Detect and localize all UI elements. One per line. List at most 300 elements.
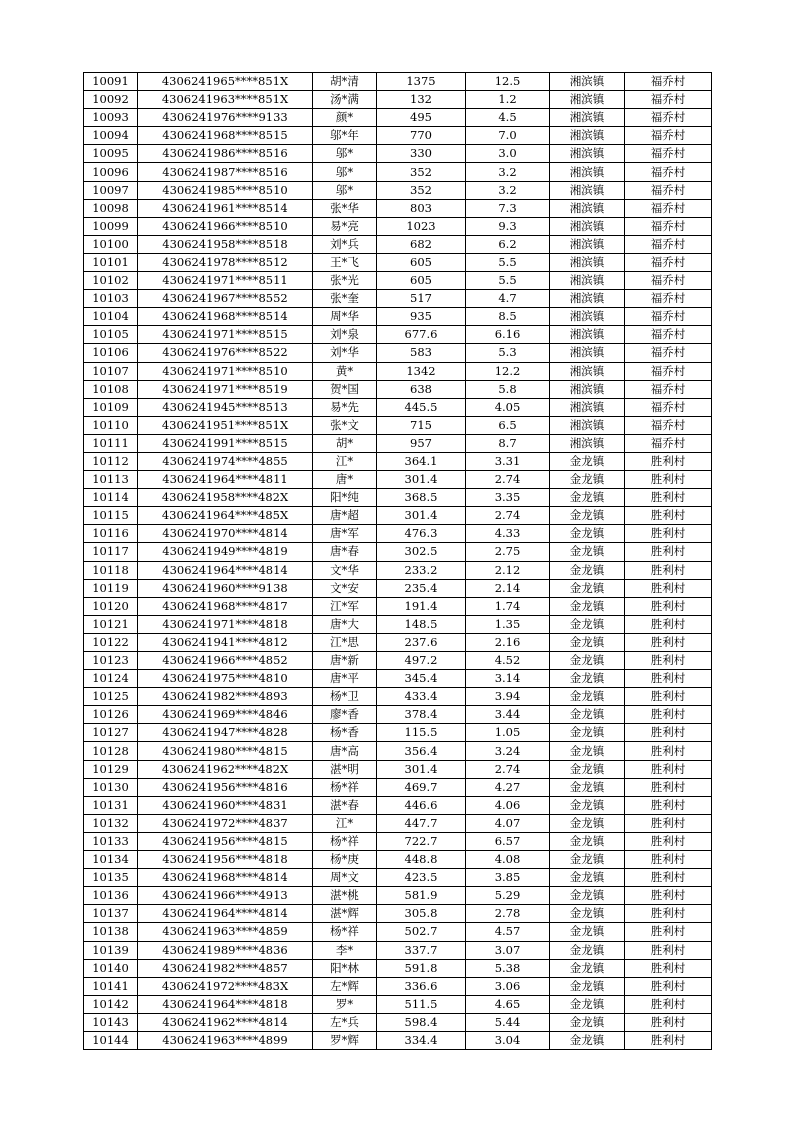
cell-amount: 722.7 <box>377 832 466 850</box>
cell-town: 湘滨镇 <box>550 362 625 380</box>
table-row <box>84 1031 712 1049</box>
table-row <box>84 905 712 923</box>
cell-serial-number: 10114 <box>84 489 138 507</box>
cell-name: 邬* <box>313 145 377 163</box>
cell-name: 左*兵 <box>313 1013 377 1031</box>
cell-town: 金龙镇 <box>550 869 625 887</box>
cell-amount: 235.4 <box>377 579 466 597</box>
table-row <box>84 398 712 416</box>
cell-serial-number: 10117 <box>84 543 138 561</box>
table-row <box>84 127 712 145</box>
cell-amount: 495 <box>377 109 466 127</box>
cell-id-number: 4306241976****9133 <box>138 109 313 127</box>
cell-value: 4.05 <box>466 398 550 416</box>
cell-amount: 237.6 <box>377 633 466 651</box>
cell-village: 胜利村 <box>625 543 712 561</box>
cell-id-number: 4306241971****8519 <box>138 380 313 398</box>
table-row <box>84 525 712 543</box>
cell-village: 福乔村 <box>625 416 712 434</box>
cell-village: 胜利村 <box>625 905 712 923</box>
cell-name: 易*先 <box>313 398 377 416</box>
cell-name: 唐*春 <box>313 543 377 561</box>
cell-name: 杨*祥 <box>313 778 377 796</box>
table-row <box>84 796 712 814</box>
cell-name: 杨*祥 <box>313 923 377 941</box>
cell-town: 金龙镇 <box>550 851 625 869</box>
cell-name: 邬* <box>313 163 377 181</box>
cell-value: 5.3 <box>466 344 550 362</box>
cell-id-number: 4306241969****4846 <box>138 706 313 724</box>
cell-value: 3.04 <box>466 1031 550 1049</box>
cell-id-number: 4306241971****4818 <box>138 615 313 633</box>
cell-serial-number: 10119 <box>84 579 138 597</box>
cell-village: 福乔村 <box>625 362 712 380</box>
cell-value: 3.07 <box>466 941 550 959</box>
cell-value: 4.06 <box>466 796 550 814</box>
cell-amount: 583 <box>377 344 466 362</box>
cell-amount: 497.2 <box>377 652 466 670</box>
cell-value: 3.0 <box>466 145 550 163</box>
cell-value: 8.7 <box>466 434 550 452</box>
cell-id-number: 4306241945****8513 <box>138 398 313 416</box>
cell-amount: 957 <box>377 434 466 452</box>
cell-value: 3.2 <box>466 181 550 199</box>
table-row <box>84 995 712 1013</box>
cell-value: 5.38 <box>466 959 550 977</box>
table-row <box>84 235 712 253</box>
cell-serial-number: 10098 <box>84 199 138 217</box>
cell-value: 3.24 <box>466 742 550 760</box>
cell-name: 杨*卫 <box>313 688 377 706</box>
cell-amount: 476.3 <box>377 525 466 543</box>
cell-town: 金龙镇 <box>550 923 625 941</box>
cell-id-number: 4306241958****482X <box>138 489 313 507</box>
cell-name: 罗* <box>313 995 377 1013</box>
cell-value: 3.2 <box>466 163 550 181</box>
cell-amount: 433.4 <box>377 688 466 706</box>
cell-village: 胜利村 <box>625 995 712 1013</box>
cell-id-number: 4306241960****4831 <box>138 796 313 814</box>
cell-id-number: 4306241967****8552 <box>138 290 313 308</box>
table-row <box>84 778 712 796</box>
cell-amount: 337.7 <box>377 941 466 959</box>
table-body <box>84 73 712 1050</box>
cell-serial-number: 10099 <box>84 217 138 235</box>
cell-id-number: 4306241987****8516 <box>138 163 313 181</box>
cell-village: 福乔村 <box>625 127 712 145</box>
table-row <box>84 760 712 778</box>
cell-name: 邬* <box>313 181 377 199</box>
cell-name: 江*军 <box>313 597 377 615</box>
cell-id-number: 4306241963****851X <box>138 91 313 109</box>
cell-serial-number: 10142 <box>84 995 138 1013</box>
cell-town: 金龙镇 <box>550 887 625 905</box>
cell-value: 1.05 <box>466 724 550 742</box>
cell-amount: 605 <box>377 253 466 271</box>
table-row <box>84 253 712 271</box>
cell-id-number: 4306241961****8514 <box>138 199 313 217</box>
cell-id-number: 4306241971****8510 <box>138 362 313 380</box>
cell-village: 胜利村 <box>625 941 712 959</box>
cell-serial-number: 10104 <box>84 308 138 326</box>
cell-id-number: 4306241951****851X <box>138 416 313 434</box>
cell-name: 刘*泉 <box>313 326 377 344</box>
cell-value: 4.27 <box>466 778 550 796</box>
table-row <box>84 380 712 398</box>
cell-town: 湘滨镇 <box>550 416 625 434</box>
cell-amount: 423.5 <box>377 869 466 887</box>
cell-amount: 770 <box>377 127 466 145</box>
cell-value: 7.3 <box>466 199 550 217</box>
table-row <box>84 851 712 869</box>
cell-serial-number: 10101 <box>84 253 138 271</box>
cell-serial-number: 10121 <box>84 615 138 633</box>
cell-value: 3.31 <box>466 452 550 470</box>
cell-value: 3.35 <box>466 489 550 507</box>
cell-value: 1.74 <box>466 597 550 615</box>
cell-amount: 445.5 <box>377 398 466 416</box>
cell-value: 2.74 <box>466 760 550 778</box>
cell-id-number: 4306241974****4855 <box>138 452 313 470</box>
cell-serial-number: 10139 <box>84 941 138 959</box>
cell-value: 3.06 <box>466 977 550 995</box>
cell-village: 胜利村 <box>625 778 712 796</box>
cell-serial-number: 10129 <box>84 760 138 778</box>
cell-value: 2.78 <box>466 905 550 923</box>
cell-amount: 301.4 <box>377 760 466 778</box>
cell-serial-number: 10094 <box>84 127 138 145</box>
cell-amount: 233.2 <box>377 561 466 579</box>
cell-amount: 1023 <box>377 217 466 235</box>
cell-id-number: 4306241964****4814 <box>138 561 313 579</box>
cell-serial-number: 10108 <box>84 380 138 398</box>
cell-id-number: 4306241991****8515 <box>138 434 313 452</box>
cell-id-number: 4306241960****9138 <box>138 579 313 597</box>
cell-name: 颜* <box>313 109 377 127</box>
cell-name: 周*文 <box>313 869 377 887</box>
cell-amount: 301.4 <box>377 471 466 489</box>
cell-name: 杨*香 <box>313 724 377 742</box>
cell-town: 湘滨镇 <box>550 272 625 290</box>
cell-town: 湘滨镇 <box>550 308 625 326</box>
cell-name: 唐*超 <box>313 507 377 525</box>
cell-amount: 148.5 <box>377 615 466 633</box>
cell-name: 罗*辉 <box>313 1031 377 1049</box>
cell-id-number: 4306241966****4913 <box>138 887 313 905</box>
cell-id-number: 4306241989****4836 <box>138 941 313 959</box>
cell-id-number: 4306241956****4815 <box>138 832 313 850</box>
cell-name: 汤*满 <box>313 91 377 109</box>
cell-village: 胜利村 <box>625 742 712 760</box>
cell-village: 胜利村 <box>625 724 712 742</box>
cell-value: 1.35 <box>466 615 550 633</box>
table-row <box>84 652 712 670</box>
cell-serial-number: 10138 <box>84 923 138 941</box>
cell-id-number: 4306241970****4814 <box>138 525 313 543</box>
cell-name: 李* <box>313 941 377 959</box>
cell-town: 金龙镇 <box>550 652 625 670</box>
cell-village: 福乔村 <box>625 344 712 362</box>
cell-amount: 301.4 <box>377 507 466 525</box>
table-row <box>84 199 712 217</box>
cell-town: 湘滨镇 <box>550 73 625 91</box>
cell-town: 金龙镇 <box>550 760 625 778</box>
table-row <box>84 217 712 235</box>
cell-town: 金龙镇 <box>550 959 625 977</box>
cell-name: 刘*兵 <box>313 235 377 253</box>
cell-amount: 1375 <box>377 73 466 91</box>
cell-amount: 591.8 <box>377 959 466 977</box>
cell-amount: 682 <box>377 235 466 253</box>
cell-village: 胜利村 <box>625 579 712 597</box>
cell-value: 6.5 <box>466 416 550 434</box>
cell-id-number: 4306241968****8514 <box>138 308 313 326</box>
table-row <box>84 489 712 507</box>
cell-town: 金龙镇 <box>550 778 625 796</box>
cell-serial-number: 10125 <box>84 688 138 706</box>
cell-village: 胜利村 <box>625 977 712 995</box>
cell-id-number: 4306241972****4837 <box>138 814 313 832</box>
cell-id-number: 4306241964****4818 <box>138 995 313 1013</box>
cell-serial-number: 10100 <box>84 235 138 253</box>
cell-town: 湘滨镇 <box>550 181 625 199</box>
cell-village: 福乔村 <box>625 326 712 344</box>
cell-serial-number: 10113 <box>84 471 138 489</box>
cell-village: 胜利村 <box>625 887 712 905</box>
cell-value: 2.74 <box>466 471 550 489</box>
cell-village: 胜利村 <box>625 670 712 688</box>
cell-village: 福乔村 <box>625 253 712 271</box>
cell-id-number: 4306241976****8522 <box>138 344 313 362</box>
cell-amount: 935 <box>377 308 466 326</box>
table-row <box>84 344 712 362</box>
cell-amount: 191.4 <box>377 597 466 615</box>
cell-value: 2.16 <box>466 633 550 651</box>
cell-town: 金龙镇 <box>550 941 625 959</box>
cell-town: 湘滨镇 <box>550 326 625 344</box>
cell-id-number: 4306241956****4818 <box>138 851 313 869</box>
table-row <box>84 163 712 181</box>
cell-value: 2.75 <box>466 543 550 561</box>
cell-name: 唐* <box>313 471 377 489</box>
cell-value: 6.57 <box>466 832 550 850</box>
cell-town: 金龙镇 <box>550 633 625 651</box>
cell-name: 杨*庚 <box>313 851 377 869</box>
cell-value: 7.0 <box>466 127 550 145</box>
cell-village: 胜利村 <box>625 832 712 850</box>
table-row <box>84 579 712 597</box>
cell-village: 福乔村 <box>625 272 712 290</box>
cell-name: 邬*年 <box>313 127 377 145</box>
cell-town: 湘滨镇 <box>550 434 625 452</box>
cell-amount: 132 <box>377 91 466 109</box>
cell-value: 4.07 <box>466 814 550 832</box>
cell-value: 12.5 <box>466 73 550 91</box>
cell-village: 胜利村 <box>625 652 712 670</box>
cell-amount: 378.4 <box>377 706 466 724</box>
table-row <box>84 977 712 995</box>
cell-serial-number: 10143 <box>84 1013 138 1031</box>
cell-id-number: 4306241965****851X <box>138 73 313 91</box>
cell-serial-number: 10133 <box>84 832 138 850</box>
cell-value: 4.65 <box>466 995 550 1013</box>
cell-name: 胡* <box>313 434 377 452</box>
cell-value: 3.85 <box>466 869 550 887</box>
cell-village: 福乔村 <box>625 290 712 308</box>
cell-amount: 677.6 <box>377 326 466 344</box>
table-row <box>84 73 712 91</box>
cell-amount: 368.5 <box>377 489 466 507</box>
cell-serial-number: 10124 <box>84 670 138 688</box>
table-row <box>84 272 712 290</box>
cell-serial-number: 10095 <box>84 145 138 163</box>
table-row <box>84 814 712 832</box>
cell-town: 金龙镇 <box>550 977 625 995</box>
cell-name: 杨*祥 <box>313 832 377 850</box>
cell-id-number: 4306241964****4811 <box>138 471 313 489</box>
cell-id-number: 4306241962****4814 <box>138 1013 313 1031</box>
cell-serial-number: 10107 <box>84 362 138 380</box>
cell-village: 福乔村 <box>625 109 712 127</box>
cell-amount: 447.7 <box>377 814 466 832</box>
cell-id-number: 4306241978****8512 <box>138 253 313 271</box>
cell-village: 胜利村 <box>625 869 712 887</box>
cell-town: 金龙镇 <box>550 814 625 832</box>
cell-town: 金龙镇 <box>550 832 625 850</box>
cell-town: 湘滨镇 <box>550 217 625 235</box>
cell-serial-number: 10105 <box>84 326 138 344</box>
cell-name: 阳*林 <box>313 959 377 977</box>
cell-town: 金龙镇 <box>550 688 625 706</box>
cell-amount: 469.7 <box>377 778 466 796</box>
cell-serial-number: 10102 <box>84 272 138 290</box>
cell-id-number: 4306241980****4815 <box>138 742 313 760</box>
cell-town: 湘滨镇 <box>550 127 625 145</box>
cell-village: 福乔村 <box>625 181 712 199</box>
table-row <box>84 959 712 977</box>
table-row <box>84 181 712 199</box>
cell-amount: 511.5 <box>377 995 466 1013</box>
cell-id-number: 4306241966****8510 <box>138 217 313 235</box>
table-row <box>84 362 712 380</box>
cell-village: 胜利村 <box>625 688 712 706</box>
cell-id-number: 4306241963****4899 <box>138 1031 313 1049</box>
cell-value: 5.29 <box>466 887 550 905</box>
cell-serial-number: 10103 <box>84 290 138 308</box>
cell-town: 金龙镇 <box>550 1013 625 1031</box>
cell-serial-number: 10130 <box>84 778 138 796</box>
cell-village: 胜利村 <box>625 471 712 489</box>
table-row <box>84 869 712 887</box>
cell-village: 胜利村 <box>625 796 712 814</box>
cell-village: 胜利村 <box>625 452 712 470</box>
cell-value: 4.08 <box>466 851 550 869</box>
cell-id-number: 4306241968****4814 <box>138 869 313 887</box>
cell-serial-number: 10131 <box>84 796 138 814</box>
cell-amount: 356.4 <box>377 742 466 760</box>
cell-serial-number: 10096 <box>84 163 138 181</box>
cell-name: 湛*明 <box>313 760 377 778</box>
cell-name: 江* <box>313 452 377 470</box>
cell-serial-number: 10093 <box>84 109 138 127</box>
cell-village: 胜利村 <box>625 814 712 832</box>
cell-town: 金龙镇 <box>550 905 625 923</box>
cell-name: 湛*春 <box>313 796 377 814</box>
cell-serial-number: 10092 <box>84 91 138 109</box>
cell-town: 金龙镇 <box>550 525 625 543</box>
cell-id-number: 4306241968****8515 <box>138 127 313 145</box>
table-row <box>84 633 712 651</box>
cell-town: 金龙镇 <box>550 724 625 742</box>
cell-town: 金龙镇 <box>550 489 625 507</box>
cell-amount: 345.4 <box>377 670 466 688</box>
cell-town: 湘滨镇 <box>550 91 625 109</box>
cell-town: 湘滨镇 <box>550 290 625 308</box>
cell-town: 湘滨镇 <box>550 235 625 253</box>
cell-amount: 803 <box>377 199 466 217</box>
cell-amount: 352 <box>377 163 466 181</box>
table-row <box>84 670 712 688</box>
table-row <box>84 434 712 452</box>
cell-value: 9.3 <box>466 217 550 235</box>
cell-id-number: 4306241962****482X <box>138 760 313 778</box>
cell-village: 胜利村 <box>625 1031 712 1049</box>
cell-village: 福乔村 <box>625 235 712 253</box>
cell-serial-number: 10115 <box>84 507 138 525</box>
cell-name: 湛*桃 <box>313 887 377 905</box>
cell-village: 胜利村 <box>625 706 712 724</box>
cell-value: 5.44 <box>466 1013 550 1031</box>
cell-serial-number: 10127 <box>84 724 138 742</box>
cell-name: 张*奎 <box>313 290 377 308</box>
cell-amount: 446.6 <box>377 796 466 814</box>
cell-serial-number: 10128 <box>84 742 138 760</box>
cell-village: 福乔村 <box>625 199 712 217</box>
cell-value: 5.5 <box>466 272 550 290</box>
cell-id-number: 4306241986****8516 <box>138 145 313 163</box>
cell-id-number: 4306241963****4859 <box>138 923 313 941</box>
table-row <box>84 471 712 489</box>
cell-name: 湛*辉 <box>313 905 377 923</box>
cell-amount: 330 <box>377 145 466 163</box>
cell-village: 胜利村 <box>625 959 712 977</box>
cell-name: 文*华 <box>313 561 377 579</box>
cell-town: 湘滨镇 <box>550 199 625 217</box>
cell-serial-number: 10118 <box>84 561 138 579</box>
cell-village: 福乔村 <box>625 380 712 398</box>
cell-id-number: 4306241982****4893 <box>138 688 313 706</box>
cell-serial-number: 10132 <box>84 814 138 832</box>
cell-id-number: 4306241971****8515 <box>138 326 313 344</box>
cell-value: 4.5 <box>466 109 550 127</box>
cell-village: 胜利村 <box>625 597 712 615</box>
cell-id-number: 4306241985****8510 <box>138 181 313 199</box>
cell-village: 福乔村 <box>625 73 712 91</box>
cell-serial-number: 10123 <box>84 652 138 670</box>
cell-amount: 638 <box>377 380 466 398</box>
cell-village: 胜利村 <box>625 615 712 633</box>
cell-serial-number: 10110 <box>84 416 138 434</box>
cell-village: 福乔村 <box>625 91 712 109</box>
cell-serial-number: 10137 <box>84 905 138 923</box>
cell-name: 唐*大 <box>313 615 377 633</box>
cell-id-number: 4306241964****4814 <box>138 905 313 923</box>
table-row <box>84 832 712 850</box>
cell-town: 金龙镇 <box>550 543 625 561</box>
cell-village: 福乔村 <box>625 217 712 235</box>
table-row <box>84 688 712 706</box>
cell-amount: 336.6 <box>377 977 466 995</box>
